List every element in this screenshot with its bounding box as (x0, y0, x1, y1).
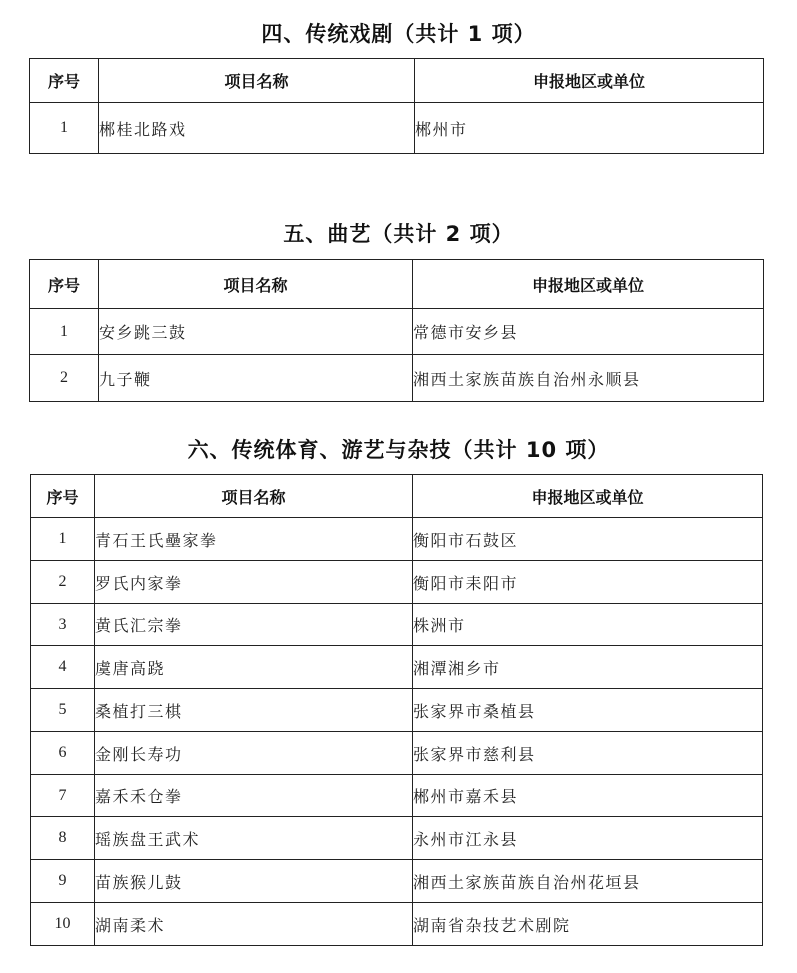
row-project-name: 嘉禾禾仓拳 (95, 775, 413, 817)
row-index: 1 (31, 518, 95, 561)
row-index: 2 (31, 561, 95, 604)
row-project-name: 苗族猴儿鼓 (95, 860, 413, 903)
table-row (31, 817, 763, 860)
table-row (31, 518, 763, 561)
table-header-row (30, 59, 764, 103)
row-index: 6 (31, 732, 95, 775)
section-title-sports-acrobatics: 六、传统体育、游艺与杂技（共计 10 项） (187, 438, 610, 462)
row-region-unit: 湘潭湘乡市 (413, 646, 763, 689)
table-row (30, 103, 764, 154)
header-index: 序号 (30, 260, 99, 309)
header-index: 序号 (31, 475, 95, 518)
section-title-traditional-drama: 四、传统戏剧（共计 1 项） (261, 22, 536, 46)
table-header-row (31, 475, 763, 518)
header-region-unit: 申报地区或单位 (413, 475, 763, 518)
row-region-unit: 郴州市嘉禾县 (413, 775, 763, 817)
row-index: 5 (31, 689, 95, 732)
row-region-unit: 衡阳市石鼓区 (413, 518, 763, 561)
row-region-unit: 常德市安乡县 (413, 309, 764, 355)
row-project-name: 青石王氏壘家拳 (95, 518, 413, 561)
header-region-unit: 申报地区或单位 (413, 260, 764, 309)
row-index: 3 (31, 604, 95, 646)
table-row (31, 732, 763, 775)
row-index: 10 (31, 903, 95, 946)
header-index: 序号 (30, 59, 99, 103)
row-region-unit: 湖南省杂技艺术剧院 (413, 903, 763, 946)
header-region-unit: 申报地区或单位 (415, 59, 764, 103)
row-project-name: 罗氏内家拳 (95, 561, 413, 604)
row-index: 8 (31, 817, 95, 860)
row-project-name: 瑶族盘王武术 (95, 817, 413, 860)
header-project-name: 项目名称 (99, 260, 413, 309)
row-index: 7 (31, 775, 95, 817)
row-index: 9 (31, 860, 95, 903)
row-project-name: 桑植打三棋 (95, 689, 413, 732)
header-project-name: 项目名称 (99, 59, 415, 103)
row-project-name: 黄氏汇宗拳 (95, 604, 413, 646)
row-project-name: 九子鞭 (99, 355, 413, 402)
table-row (31, 860, 763, 903)
row-region-unit: 郴州市 (415, 103, 764, 154)
header-project-name: 项目名称 (95, 475, 413, 518)
table-quyi (29, 259, 764, 402)
row-project-name: 安乡跳三鼓 (99, 309, 413, 355)
row-index: 1 (30, 103, 99, 154)
table-traditional-drama (29, 58, 764, 154)
row-region-unit: 衡阳市耒阳市 (413, 561, 763, 604)
table-row (31, 903, 763, 946)
row-project-name: 虞唐高跷 (95, 646, 413, 689)
table-row (31, 561, 763, 604)
table-row (30, 309, 764, 355)
section-title-quyi: 五、曲艺（共计 2 项） (283, 222, 514, 246)
row-region-unit: 湘西土家族苗族自治州永顺县 (413, 355, 764, 402)
row-region-unit: 张家界市慈利县 (413, 732, 763, 775)
row-index: 2 (30, 355, 99, 402)
row-index: 4 (31, 646, 95, 689)
row-project-name: 湖南柔术 (95, 903, 413, 946)
row-project-name: 郴桂北路戏 (99, 103, 415, 154)
table-row (31, 775, 763, 817)
table-row (31, 646, 763, 689)
table-sports-acrobatics (30, 474, 763, 946)
row-index: 1 (30, 309, 99, 355)
row-region-unit: 张家界市桑植县 (413, 689, 763, 732)
row-project-name: 金刚长寿功 (95, 732, 413, 775)
row-region-unit: 湘西土家族苗族自治州花垣县 (413, 860, 763, 903)
table-row (31, 604, 763, 646)
table-header-row (30, 260, 764, 309)
row-region-unit: 株洲市 (413, 604, 763, 646)
table-row (30, 355, 764, 402)
table-row (31, 689, 763, 732)
row-region-unit: 永州市江永县 (413, 817, 763, 860)
